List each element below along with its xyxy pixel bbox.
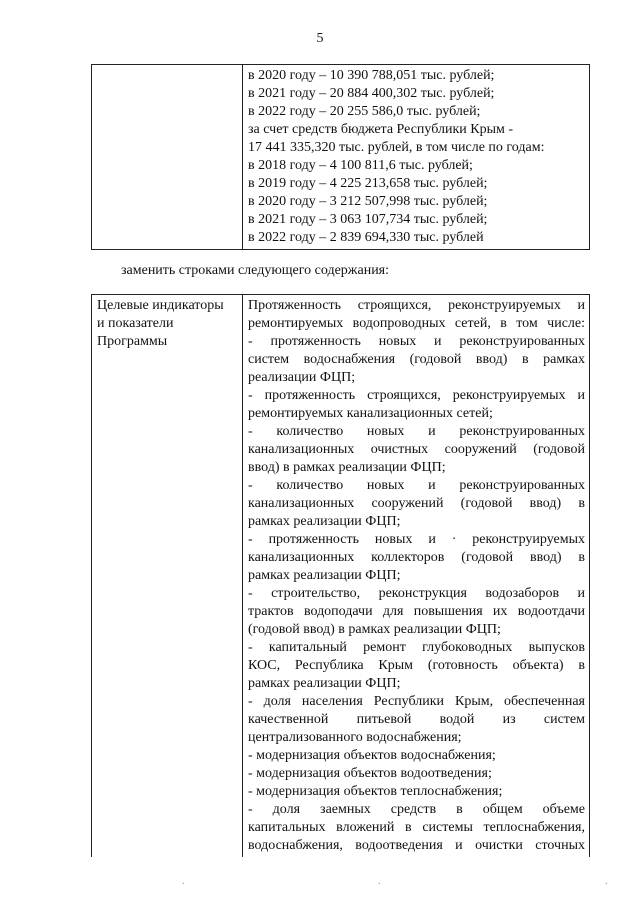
funding-cell	[243, 65, 590, 250]
funding-table	[91, 64, 590, 250]
indicator-line: Протяженность строящихся, реконструируемых и	[248, 298, 585, 313]
indicator-line: ввод) в рамках реализации ФЦП;	[248, 460, 446, 475]
page-number: 5	[316, 31, 324, 46]
indicator-line: канализационных очистных сооружений (годовой	[248, 442, 585, 457]
funding-line: за счет средств бюджета Республики Крым -	[248, 122, 514, 137]
empty-label-cell	[92, 65, 243, 250]
indicator-line: ремонтируемых водопроводных сетей, в том числе:	[248, 316, 585, 331]
indicator-line: - протяженность новых и · реконструируемых	[248, 532, 585, 547]
funding-line: в 2020 году – 10 390 788,051 тыс. рублей;	[248, 68, 495, 83]
indicator-line: ремонтируемых канализационных сетей;	[248, 406, 493, 421]
indicator-line: трактов водоподачи для повышения их водоотдачи	[248, 604, 585, 619]
scan-mark: .	[182, 876, 185, 887]
scan-mark: .	[378, 876, 381, 887]
funding-line: в 2019 году – 4 225 213,658 тыс. рублей;	[248, 176, 488, 191]
label-line: Целевые индикаторы	[97, 298, 224, 313]
indicator-line: - доля заемных средств в общем объеме	[248, 802, 585, 817]
indicator-line: - модернизация объектов водоотведения;	[248, 766, 492, 781]
indicator-line: рамках реализации ФЦП;	[248, 568, 401, 583]
funding-line: 17 441 335,320 тыс. рублей, в том числе по годам:	[248, 140, 545, 155]
indicator-line: - модернизация объектов водоснабжения;	[248, 748, 496, 763]
indicator-line: (годовой ввод) в рамках реализации ФЦП;	[248, 622, 501, 637]
indicators-content-cell	[243, 295, 590, 858]
indicator-line: - количество новых и реконструированных	[248, 424, 585, 439]
indicator-line: систем водоснабжения (годовой ввод) в рамках	[248, 352, 585, 367]
funding-line: в 2021 году – 20 884 400,302 тыс. рублей;	[248, 86, 495, 101]
funding-line: в 2022 году – 20 255 586,0 тыс. рублей;	[248, 104, 481, 119]
replacement-instruction: заменить строками следующего содержания:	[121, 263, 390, 278]
indicator-line: централизованного водоснабжения;	[248, 730, 462, 745]
indicators-table	[91, 294, 590, 857]
table-row	[92, 295, 590, 858]
table-row	[92, 65, 590, 250]
indicator-line: КОС, Республика Крым (готовность объекта) в	[248, 658, 585, 673]
indicator-line: - количество новых и реконструированных	[248, 478, 585, 493]
indicator-line: качественной питьевой водой из систем	[248, 712, 585, 727]
funding-line: в 2020 году – 3 212 507,998 тыс. рублей;	[248, 194, 488, 209]
indicator-line: - протяженность строящихся, реконструируемых и	[248, 388, 585, 403]
funding-line: в 2018 году – 4 100 811,6 тыс. рублей;	[248, 158, 473, 173]
label-line: и показатели	[97, 316, 174, 331]
indicator-line: - модернизация объектов теплоснабжения;	[248, 784, 503, 799]
indicator-line: канализационных коллекторов (годовой ввод) в	[248, 550, 585, 565]
indicator-line: - капитальный ремонт глубоководных выпусков	[248, 640, 585, 655]
indicator-line: реализации ФЦП;	[248, 370, 356, 385]
funding-line: в 2022 году – 2 839 694,330 тыс. рублей	[248, 230, 484, 245]
label-line: Программы	[97, 334, 168, 349]
indicator-line: водоснабжения, водоотведения и очистки сточных	[248, 838, 585, 853]
indicator-line: - протяженность новых и реконструированных	[248, 334, 585, 349]
indicator-line: рамках реализации ФЦП;	[248, 514, 401, 529]
indicator-line: - доля населения Республики Крым, обеспеченная	[248, 694, 585, 709]
indicators-label-cell	[92, 295, 243, 858]
scan-mark: .	[605, 876, 608, 887]
indicator-line: - строительство, реконструкция водозаборов и	[248, 586, 585, 601]
indicator-line: канализационных сооружений (годовой ввод) в	[248, 496, 585, 511]
indicator-line: капитальных вложений в системы теплоснабжения,	[248, 820, 585, 835]
indicator-line: рамках реализации ФЦП;	[248, 676, 401, 691]
funding-line: в 2021 году – 3 063 107,734 тыс. рублей;	[248, 212, 488, 227]
